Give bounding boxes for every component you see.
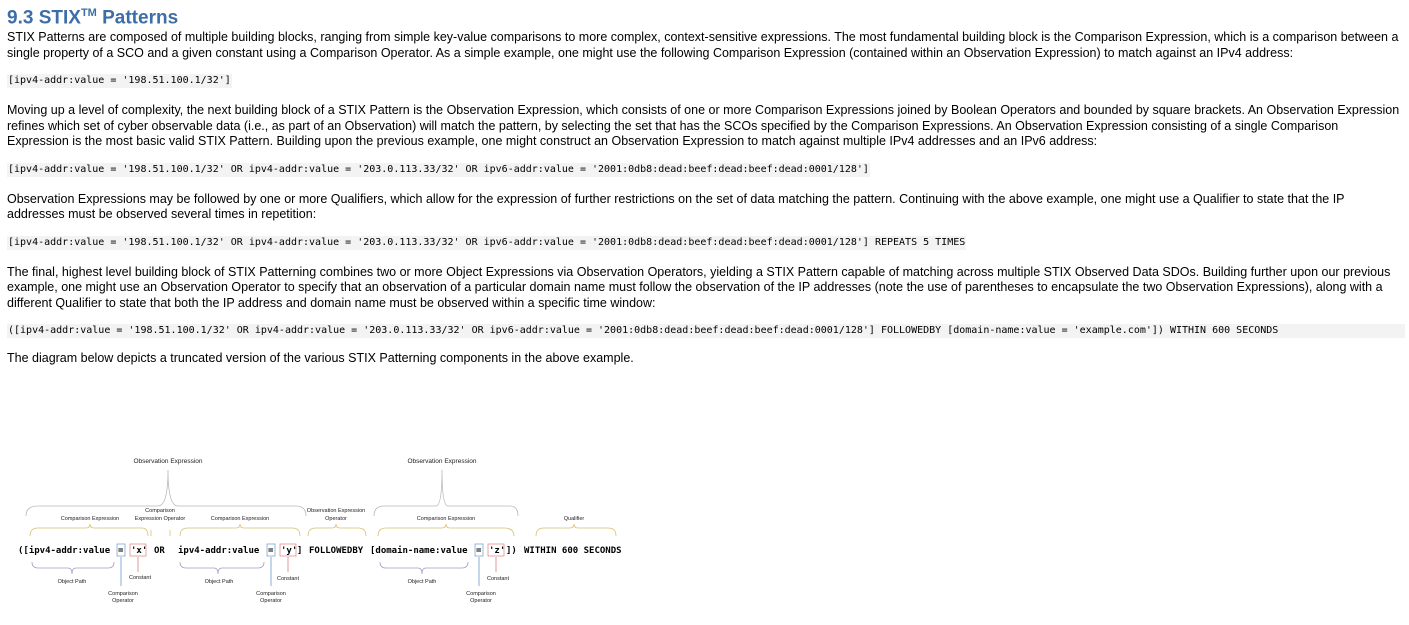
pattern-eq-1: = bbox=[118, 546, 124, 556]
pattern-const-z: 'z' bbox=[489, 546, 506, 556]
pattern-const-x: 'x' bbox=[131, 546, 148, 556]
pattern-eq-3: = bbox=[476, 546, 482, 556]
comp-op-label-1a: Comparison bbox=[108, 591, 138, 597]
code-example-4: ([ipv4-addr:value = '198.51.100.1/32' OR ipv4-addr:value = '203.0.113.33/32' OR ipv6-addr:value = '2001:0db8:dead:beef:dead:beef:dead:0001/128'] FOLLOWEDBY [domain-name:value = 'example.com']) WITHIN 600 SECONDS bbox=[7, 324, 1405, 338]
code-example-3-row bbox=[7, 223, 1403, 250]
section-number: 9.3 bbox=[7, 7, 34, 29]
comp-expr-op-label-line2: Expression Operator bbox=[134, 516, 186, 522]
pattern-part-3: [domain-name:value bbox=[370, 546, 468, 556]
code-example-3: [ipv4-addr:value = '198.51.100.1/32' OR ipv4-addr:value = '203.0.113.33/32' OR ipv6-addr:value = '2001:0db8:dead:beef:dead:beef:dead:0001/128'] REPEATS 5 TIMES bbox=[8, 236, 966, 248]
object-path-label-3: Object Path bbox=[407, 579, 437, 585]
code-example-4-row bbox=[7, 324, 1403, 338]
obs-expr-brace-2 bbox=[374, 470, 518, 516]
paragraph-observation-expression: Moving up a level of complexity, the next building block of a STIX Pattern is the Observation Expression, which consists of one or more Comparison Expressions joined by Boolean Operators and bounded by square brackets. An Observation Expression refines which set of cyber observable data (i.e., as part of an Observation) will match the pattern, by selecting the set that has the SCOs specified by the Comparison Expressions. An Observation Expression consisting of a single Comparison Expression is the most basic valid STIX Pattern. Building upon the previous example, one might construct an Observation Expression to match against multiple IPv4 addresses and an IPv6 address: bbox=[7, 103, 1400, 148]
section-heading bbox=[7, 0, 1403, 29]
obs-op-label-line2: Operator bbox=[325, 516, 347, 522]
object-path-label-2: Object Path bbox=[204, 579, 234, 585]
object-path-label-1: Object Path bbox=[57, 579, 87, 585]
comp-op-label-2b: Operator bbox=[260, 598, 282, 604]
section-title: STIX bbox=[38, 7, 81, 29]
comp-op-label-2a: Comparison bbox=[256, 591, 286, 597]
code-example-2: [ipv4-addr:value = '198.51.100.1/32' OR ipv4-addr:value = '203.0.113.33/32' OR ipv6-addr:value = '2001:0db8:dead:beef:dead:beef:dead:0001/128'] bbox=[8, 163, 869, 175]
constant-label-1: Constant bbox=[128, 575, 152, 581]
patterning-diagram-svg bbox=[8, 440, 632, 618]
patterning-diagram bbox=[8, 440, 632, 618]
object-path-brace-3 bbox=[380, 562, 468, 574]
comp-op-label-3a: Comparison bbox=[466, 591, 496, 597]
comp-op-label-3b: Operator bbox=[470, 598, 492, 604]
comp-expr-label-3: Comparison Expression bbox=[416, 516, 476, 522]
constant-label-3: Constant bbox=[486, 576, 510, 582]
code-example-2-row bbox=[7, 150, 1403, 177]
obs-op-label-line1: Observation Expression bbox=[306, 508, 366, 514]
code-example-1-row bbox=[7, 61, 1403, 88]
obs-expr-label-2: Observation Expression bbox=[407, 458, 477, 465]
comp-expr-label-1: Comparison Expression bbox=[60, 516, 120, 522]
object-path-brace-2 bbox=[180, 562, 264, 574]
comp-expr-brace-1 bbox=[30, 524, 148, 536]
comp-op-label-1b: Operator bbox=[112, 598, 134, 604]
pattern-or: OR bbox=[154, 546, 165, 556]
obs-expr-label-1: Observation Expression bbox=[133, 458, 203, 465]
obs-op-brace bbox=[308, 524, 366, 536]
comp-expr-label-2: Comparison Expression bbox=[210, 516, 270, 522]
comp-expr-op-brace bbox=[151, 530, 170, 536]
pattern-close-2: ]) bbox=[506, 546, 517, 556]
section-title-rest: Patterns bbox=[96, 7, 179, 29]
pattern-close-1: ] bbox=[297, 546, 303, 556]
qualifier-brace bbox=[536, 524, 616, 536]
constant-label-2: Constant bbox=[276, 576, 300, 582]
comp-expr-op-label-line1: Comparison bbox=[145, 508, 175, 514]
pattern-within: WITHIN 600 SECONDS bbox=[524, 546, 622, 556]
paragraph-diagram-intro: The diagram below depicts a truncated version of the various STIX Patterning components in the above example. bbox=[7, 351, 634, 365]
comp-expr-brace-2 bbox=[180, 524, 300, 536]
object-path-brace-1 bbox=[32, 562, 114, 574]
pattern-followedby: FOLLOWEDBY bbox=[309, 546, 364, 556]
paragraph-intro: STIX Patterns are composed of multiple building blocks, ranging from simple key-value comparisons to more complex, context-sensitive expressions. The most fundamental building block is the Comparison Expression, which is a comparison between a single property of a SCO and a given constant using a Comparison Operator. As a simple example, one might use the following Comparison Expression (contained within an Observation Expression) to match against an IPv4 address: bbox=[7, 30, 1399, 60]
pattern-part-1: ([ipv4-addr:value bbox=[18, 546, 111, 556]
comp-expr-brace-3 bbox=[378, 524, 514, 536]
pattern-part-2: ipv4-addr:value bbox=[178, 546, 260, 556]
paragraph-qualifiers: Observation Expressions may be followed by one or more Qualifiers, which allow for the expression of further restrictions on the set of data matching the pattern. Continuing with the above example, one might use a Qualifier to state that the IP addresses must be observed several times in repetition: bbox=[7, 191, 1345, 221]
pattern-eq-2: = bbox=[268, 546, 274, 556]
code-example-1: [ipv4-addr:value = '198.51.100.1/32'] bbox=[8, 75, 231, 86]
paragraph-observation-operators: The final, highest level building block of STIX Patterning combines two or more Object Expressions via Observation Operators, yielding a STIX Pattern capable of matching across multiple STIX Observed Data SDOs. Building further upon our previous example, one might use an Observation Operator to specify that an observation of a particular domain name must follow the observation of the IP addresses (note the use of parentheses to encapsulate the two Observation Expressions), along with a different Qualifier to state that both the IP address and domain name must be observed within a specific time window: bbox=[7, 264, 1391, 310]
pattern-const-y: 'y' bbox=[281, 546, 298, 556]
document-body bbox=[7, 0, 1403, 367]
trademark-mark: TM bbox=[80, 7, 97, 19]
qualifier-label: Qualifier bbox=[563, 516, 585, 522]
